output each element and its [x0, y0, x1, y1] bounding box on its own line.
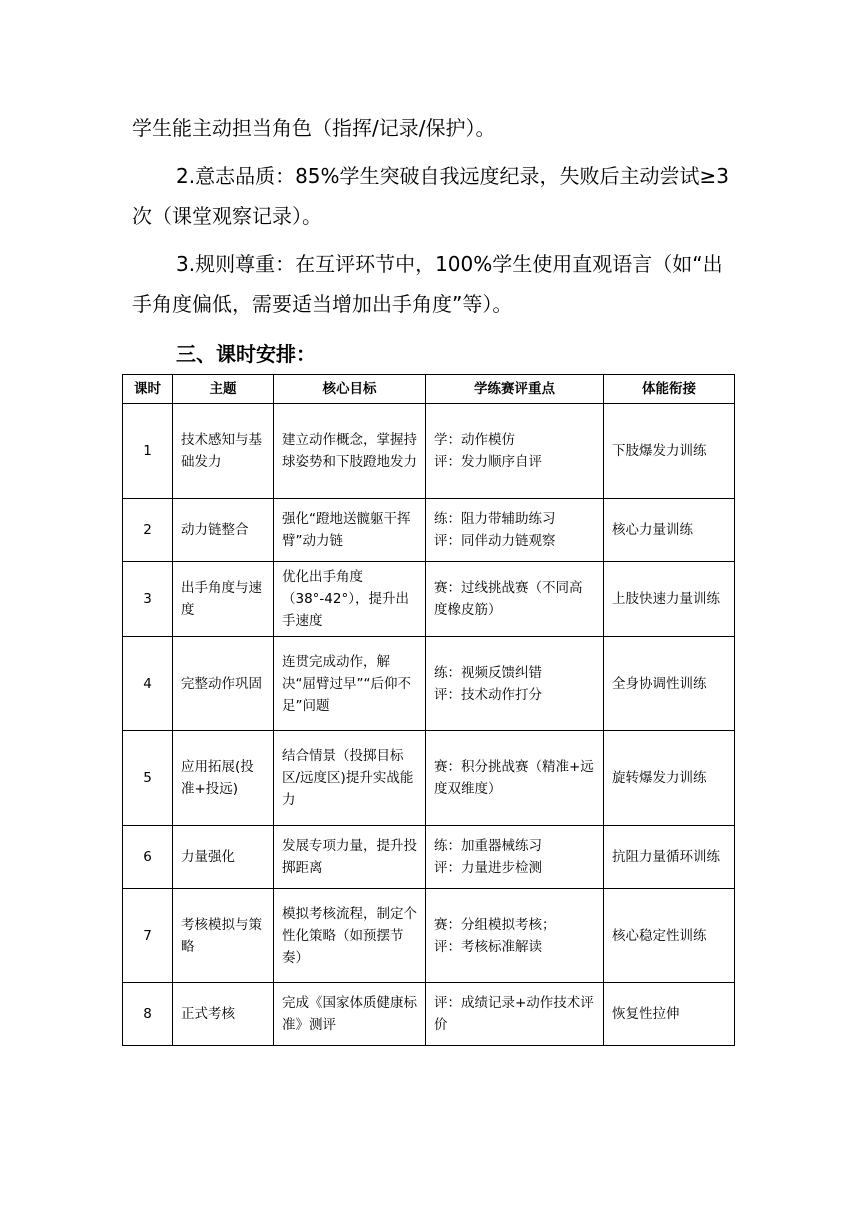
focus-line: 赛：分组模拟考核；: [434, 916, 556, 933]
table-row: [123, 731, 735, 826]
header-focus: 学练赛评重点: [426, 375, 604, 404]
focus-line: 练：阻力带辅助练习: [434, 511, 556, 527]
lesson-number: 2: [123, 499, 173, 562]
lesson-topic: 技术感知与基础发力: [173, 404, 274, 499]
paragraph-2: 2.意志品质：85%学生突破自我远度纪录，失败后主动尝试≥3次（课堂观察记录）。: [132, 164, 730, 228]
header-fitness: 体能衔接: [604, 375, 735, 404]
lesson-fitness: 核心力量训练: [604, 499, 735, 562]
table-header-row: [123, 375, 735, 404]
lesson-number: 6: [123, 826, 173, 889]
lesson-goal: 连贯完成动作，解决“屈臂过早”“后仰不足”问题: [274, 637, 426, 731]
paragraph-3: 3.规则尊重：在互评环节中，100%学生使用直观语言（如“出手角度偏低，需要适当增加出手角度”等）。: [132, 252, 723, 316]
focus-line: 评：成绩记录+动作技术评价: [434, 995, 594, 1033]
lesson-goal: 发展专项力量，提升投掷距离: [274, 826, 426, 889]
header-topic: 主题: [173, 375, 274, 404]
lesson-focus: [426, 404, 604, 499]
table-row: [123, 499, 735, 562]
paragraph-1: 学生能主动担当角色（指挥/记录/保护）。: [132, 116, 496, 140]
lesson-focus: [426, 983, 604, 1046]
lesson-topic: 考核模拟与策略: [173, 889, 274, 983]
lesson-goal: 建立动作概念，掌握持球姿势和下肢蹬地发力: [274, 404, 426, 499]
lesson-topic: 完整动作巩固: [173, 637, 274, 731]
lesson-goal: 结合情景（投掷目标区/远度区)提升实战能力: [274, 731, 426, 826]
lesson-goal: 完成《国家体质健康标准》测评: [274, 983, 426, 1046]
lesson-number: 3: [123, 562, 173, 637]
focus-line: 赛：过线挑战赛（不同高度橡皮筋）: [434, 580, 583, 618]
focus-line: 评：同伴动力链观察: [434, 533, 556, 549]
lesson-topic: 正式考核: [173, 983, 274, 1046]
lesson-fitness: 旋转爆发力训练: [604, 731, 735, 826]
lesson-focus: [426, 499, 604, 562]
focus-line: 评：技术动作打分: [434, 686, 542, 703]
header-goal: 核心目标: [274, 375, 426, 404]
lesson-fitness: 恢复性拉伸: [604, 983, 735, 1046]
table-row: [123, 983, 735, 1046]
lesson-topic: 应用拓展(投准+投远): [173, 731, 274, 826]
table-row: [123, 826, 735, 889]
lesson-focus: [426, 562, 604, 637]
focus-line: 评：力量进步检测: [434, 860, 542, 876]
lesson-focus: [426, 889, 604, 983]
table-row: [123, 637, 735, 731]
lesson-number: 4: [123, 637, 173, 731]
table-row: [123, 404, 735, 499]
lesson-goal: 强化“蹬地送髋躯干挥臂”动力链: [274, 499, 426, 562]
lesson-fitness: 下肢爆发力训练: [604, 404, 735, 499]
table-row: [123, 889, 735, 983]
lesson-fitness: 核心稳定性训练: [604, 889, 735, 983]
focus-line: 练：加重器械练习: [434, 838, 542, 854]
lesson-topic: 动力链整合: [173, 499, 274, 562]
focus-line: 学：动作模仿: [434, 432, 515, 448]
lesson-focus: [426, 826, 604, 889]
focus-line: 赛：积分挑战赛（精准+远度双维度）: [434, 759, 594, 797]
section-heading: 三、课时安排：: [176, 342, 316, 366]
lesson-fitness: 全身协调性训练: [604, 637, 735, 731]
lesson-number: 7: [123, 889, 173, 983]
focus-line: 练：视频反馈纠错: [434, 664, 542, 681]
lesson-goal: 模拟考核流程，制定个性化策略（如预摆节奏）: [274, 889, 426, 983]
lesson-number: 1: [123, 404, 173, 499]
focus-line: 评：考核标准解读: [434, 938, 542, 955]
lesson-goal: 优化出手角度（38°-42°），提升出手速度: [274, 562, 426, 637]
focus-line: 评：发力顺序自评: [434, 454, 542, 470]
lesson-fitness: 上肢快速力量训练: [604, 562, 735, 637]
table-row: [123, 562, 735, 637]
header-lesson: 课时: [123, 375, 173, 404]
lesson-number: 8: [123, 983, 173, 1046]
lesson-fitness: 抗阻力量循环训练: [604, 826, 735, 889]
lesson-topic: 出手角度与速度: [173, 562, 274, 637]
lesson-focus: [426, 731, 604, 826]
lesson-topic: 力量强化: [173, 826, 274, 889]
lesson-focus: [426, 637, 604, 731]
schedule-table: [122, 374, 735, 1046]
lesson-number: 5: [123, 731, 173, 826]
